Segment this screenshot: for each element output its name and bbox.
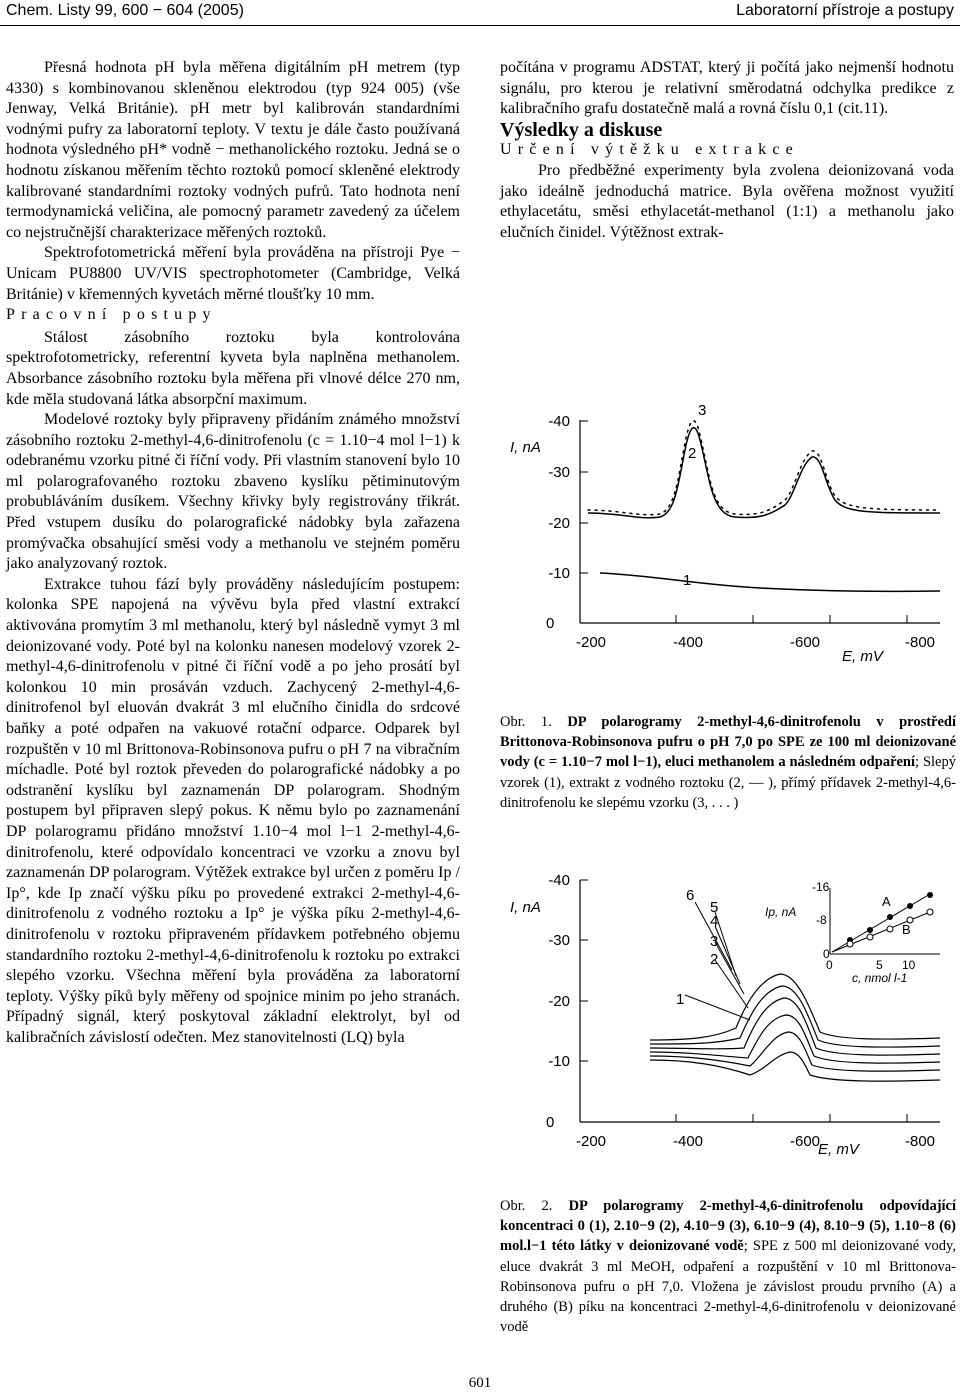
x-tick-label: -600	[790, 634, 821, 651]
x-tick-label: -200	[576, 634, 607, 651]
y-tick-label: -10	[548, 565, 570, 582]
inset-y-tick: -8	[816, 913, 827, 927]
y-tick-label: -40	[548, 413, 570, 430]
figure-1	[500, 395, 960, 685]
curve-label: 1	[683, 572, 692, 589]
x-tick-label: -200	[576, 1133, 607, 1150]
x-axis-label: E, mV	[818, 1141, 859, 1158]
page-number: 601	[468, 1375, 492, 1391]
figure-1-caption: Obr. 1. DP polarogramy 2-methyl-4,6-dinitrofenolu v prostředí Brittonova-Robinsonova pufru o pH 7,0 po SPE ze 100 ml deionizované vody (c = 1.10−7 mol l−1), eluci methanolem a následném odpaření; Slepý vzorek (1), extrakt z vodného roztoku (2, — ), přímý přídavek 2-methyl-4,6-dinitrofenolu ke slepému vzorku (3, . . . )	[500, 714, 957, 811]
paragraph: počítána v programu ADSTAT, který ji počítá jako nejmenší hodnotu signálu, pro kterou je relativní směrodatná odchylka predikce z kalibračního grafu dostatečně malá a rovná číslu 0,1 (cit.11).	[500, 59, 954, 118]
x-tick-label: -600	[790, 1133, 821, 1150]
section-title: Laboratorní přístroje a postupy	[736, 2, 954, 19]
y-axis-label: I, nA	[510, 899, 541, 916]
inset-chart	[765, 880, 940, 985]
figure-2-caption: Obr. 2. DP polarogramy 2-methyl-4,6-dinitrofenolu odpovídající koncentraci 0 (1), 2.10−9 (2), 4.10−9 (3), 6.10−9 (4), 8.10−9 (5), 1.10−8 (6) mol.l−1 této látky v deionizované vodě; SPE z 500 ml deionizované vody, eluce dvakrát 3 ml MeOH, odpaření a rozpuštění v 10 ml Brittonova-Robinsonova pufru o pH 7,0. Vložena je závislost proudu prvního (A) a druhého (B) píku na koncentraci 2-methyl-4,6-dinitrofenolu v deionizované vodě	[500, 1198, 957, 1336]
y-tick-label: -20	[548, 515, 570, 532]
x-tick-label: -400	[673, 1133, 704, 1150]
x-axis-label: E, mV	[842, 648, 883, 665]
series-label: A	[882, 894, 891, 909]
y-tick-label: 0	[546, 615, 555, 632]
y-tick-label: -30	[548, 932, 570, 949]
subsection-heading: Určení výtěžku extrakce	[500, 141, 799, 159]
y-ticks	[580, 880, 588, 1061]
inset-y-tick: -16	[812, 880, 830, 894]
x-ticks	[676, 615, 907, 623]
curve-label: 5	[710, 899, 719, 916]
y-tick-label: -30	[548, 464, 570, 481]
x-tick-label: -800	[905, 1133, 936, 1150]
x-tick-label: -400	[673, 634, 704, 651]
results-heading: Výsledky a diskuse	[500, 118, 663, 141]
y-ticks	[580, 421, 588, 573]
curve-label: 2	[688, 445, 697, 462]
right-column	[500, 58, 954, 243]
section-heading: Pracovní postupy	[6, 306, 217, 324]
page-header	[0, 0, 960, 26]
paragraph: Pro předběžné experimenty byla zvolena deionizovaná voda jako ideálně jednoduchá matrice. Byla ověřena možnost využití ethylacetátu, směsi ethylacetát-methanol (1:1) a methanolu jako elučních činidel. Výtěžnost extrak-	[500, 161, 954, 241]
polarogram-curves	[650, 974, 940, 1081]
paragraph: Extrakce tuhou fází byly prováděny následujícím postupem: kolonka SPE napojená na vývěvu byla před vlastní extrakcí aktivována promytím 3 ml methanolu, který byl následně vymyt 3 ml deionizované vody. Poté byl na kolonku nanesen modelový vzorek 2-methyl-4,6-dinitrofenolu v pitné či říční vodě a po jeho prosátí byl kolonkou 10 min prosáván vzduch. Zachycený 2-methyl-4,6-dinitrofenol byl eluován dvakrát 3 ml elučního činidla do srdcové baňky a poté odpařen na vakuové rotační odparce. Odparek byl rozpuštěn v 10 ml Brittonova-Robinsonova pufru o pH 7 na vibračním míchadle. Poté byl roztok převeden do polarografické nádobky a po odstranění kyslíku byl zaznamenán DP polarogram. Shodným postupem byl připraven slepý pokus. K němu bylo po zaznamenání DP polarogramu přidáno množství 1.10−4 mol l−1 2-methyl-4,6-dinitrofenolu, které odpovídalo koncentraci ve vzorku a znovu byl zaznamenán DP polarogram. Výtěžek extrakce byl určen z poměru Ip / Ip°, kde Ip značí výšku píku po provedené extrakci 2-methyl-4,6-dinitrofenolu z vodného roztoku a Ip° je výška píku 2-methyl-4,6-dinitrofenolu v roztoku připraveném přídavkem potřebného objemu standardního roztoku 2-methyl-4,6-dinitrofenolu k roztoku po extrakci slepého vzorku. Všechna měření byla prováděna za laboratorní teploty. Výšky píků byly měřeny od spojnice minim po jeho stranách. Případný signál, který poskytoval základní elektrolyt, byl od kalibračních závislostí odečten. Mez stanovitelnosti (LQ) byla	[6, 575, 460, 1046]
paragraph: Přesná hodnota pH byla měřena digitálním pH metrem (typ 4330) s kombinovanou skleněnou elektrodou (typ 924 005) (vše Jenway, Velká Británie). pH metr byl kalibrován standardními vodnými pufry za laboratorní teploty. V textu je dále často používaná hodnota výsledného pH* vodně − methanolického roztoku. Jedná se o hodnotu získanou měřením těchto roztoků pomocí skleněné elektrody kalibrované standardními roztoky vodných pufrů. Tato hodnota není termodynamická veličina, ale pomocný parametr zavedený za účelem co nejstručnější charakterizace měřených roztoků.	[6, 59, 460, 241]
curve-1	[600, 573, 940, 591]
inset-y-tick: 0	[823, 947, 830, 961]
inset-x-tick: 10	[902, 958, 916, 972]
inset-x-tick: 0	[826, 958, 833, 972]
curve-3	[588, 421, 940, 515]
inset-y-label: Ip, nA	[765, 905, 797, 919]
paragraph: Modelové roztoky byly připraveny přidáním známého množství zásobního roztoku 2-methyl-4,6-dinitrofenolu (c = 1.10−4 mol l−1) k odebranému vzorku pitné či říční vody. Při vlastním stanovení bylo 10 ml polarografovaného roztoku zbaveno kyslíku pětiminutovým probubláváním dusíkem. Všechny křivky byly registrovány třikrát. Před vstupem dusíku do polarografické nádobky byla zařazena promývačka obsahující směsi vody a methanolu ve stejném poměru jako analyzovaný roztok.	[6, 411, 460, 573]
y-tick-label: -20	[548, 993, 570, 1010]
y-tick-label: -10	[548, 1053, 570, 1070]
curve-label: 6	[686, 887, 695, 904]
inset-x-tick: 5	[876, 958, 883, 972]
paragraph: Spektrofotometrická měření byla prováděna na přístroji Pye − Unicam PU8800 UV/VIS spectrophotometer (Cambridge, Velká Británie) v křemenných kyvetách měrné tloušťky 10 mm.	[6, 244, 460, 303]
curve-2	[588, 428, 940, 518]
y-axis-label: I, nA	[510, 439, 541, 456]
curve-label: 2	[710, 951, 719, 968]
curve-label: 4	[710, 913, 719, 930]
y-tick-label: -40	[548, 872, 570, 889]
figure-2	[500, 860, 960, 1160]
fit-line-B	[832, 912, 930, 952]
y-tick-label: 0	[546, 1114, 555, 1131]
x-tick-label: -800	[905, 634, 936, 651]
journal-citation: Chem. Listy 99, 600 − 604 (2005)	[6, 2, 244, 19]
curve-1	[650, 1052, 940, 1081]
series-label: B	[902, 922, 911, 937]
inset-x-label: c, nmol l-1	[852, 971, 908, 985]
left-column	[6, 58, 460, 1049]
curve-label: 1	[676, 991, 685, 1008]
paragraph: Stálost zásobního roztoku byla kontrolována spektrofotometricky, referentní kyveta byla naplněna methanolem. Absorbance zásobního roztoku byla měřena při vlnové délce 270 nm, kde měla studovaná látka absorpční maximum.	[6, 328, 460, 408]
curve-label: 3	[710, 933, 719, 950]
curve-label: 3	[698, 402, 707, 419]
x-ticks	[676, 1114, 907, 1122]
